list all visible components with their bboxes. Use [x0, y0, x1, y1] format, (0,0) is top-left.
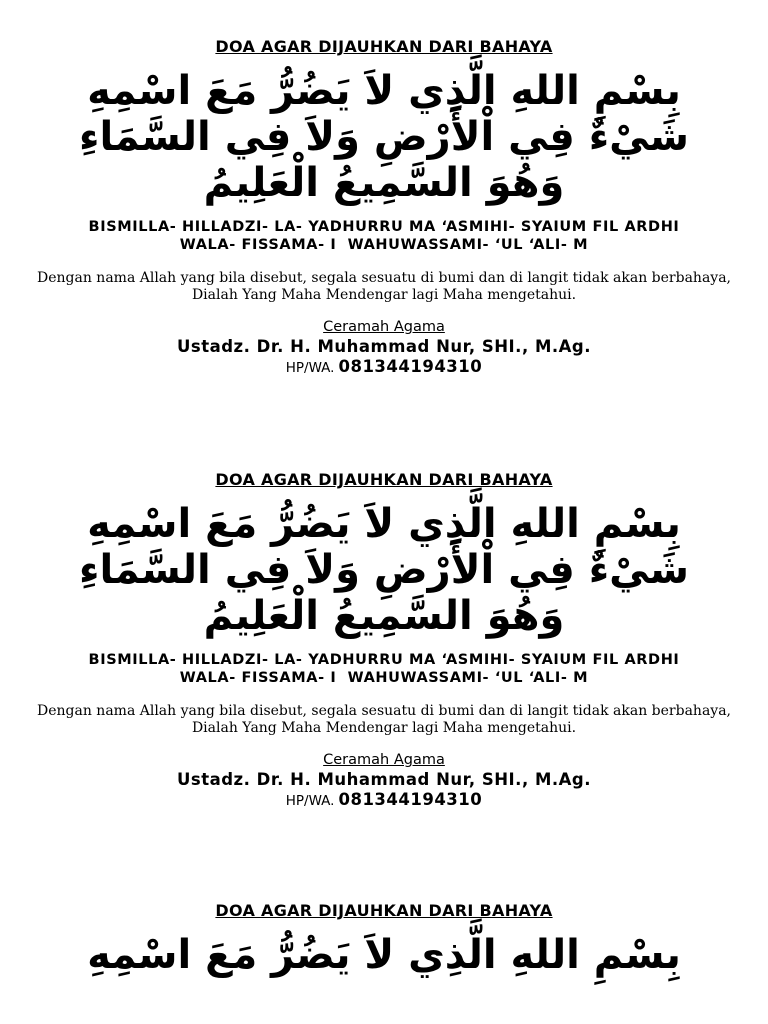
- speaker-name: Ustadz. Dr. H. Muhammad Nur, SHI., M.Ag.: [176, 770, 592, 789]
- meaning-line: Dialah Yang Maha Mendengar lagi Maha mengetahui.: [191, 720, 577, 736]
- arabic-prayer: [0, 501, 768, 639]
- arabic-line: بِسْمِ اللهِ الَّذِي لاَ يَضُرُّ مَعَ اسْمِهِ: [87, 68, 681, 114]
- prayer-title: DOA AGAR DIJAUHKAN DARI BAHAYA: [215, 470, 553, 489]
- section-label: Ceramah Agama: [323, 752, 445, 768]
- meaning-text: [0, 270, 768, 304]
- arabic-prayer: [0, 68, 768, 206]
- arabic-line: وَهُوَ السَّمِيعُ الْعَلِيمُ: [203, 593, 565, 639]
- contact-label: HP/WA.: [285, 360, 335, 376]
- transliteration: [0, 651, 768, 687]
- contact-number: 081344194310: [338, 357, 483, 376]
- transliteration-line: WALA- FISSAMA- I WAHUWASSAMI- ‘UL ‘ALI- M: [179, 237, 589, 253]
- transliteration-line: WALA- FISSAMA- I WAHUWASSAMI- ‘UL ‘ALI- M: [179, 670, 589, 686]
- prayer-title: DOA AGAR DIJAUHKAN DARI BAHAYA: [215, 901, 553, 920]
- transliteration-line: BISMILLA- HILLADZI- LA- YADHURRU MA ‘ASMIHI- SYAIUM FIL ARDHI: [88, 219, 680, 235]
- transliteration: [0, 218, 768, 254]
- prayer-card: [0, 36, 768, 378]
- contact-info: [0, 790, 768, 811]
- contact-number: 081344194310: [338, 790, 483, 809]
- prayer-title: DOA AGAR DIJAUHKAN DARI BAHAYA: [215, 37, 553, 56]
- meaning-line: Dengan nama Allah yang bila disebut, segala sesuatu di bumi dan di langit tidak akan berbahaya,: [37, 703, 731, 719]
- prayer-card: [0, 900, 768, 978]
- arabic-line: بِسْمِ اللهِ الَّذِي لاَ يَضُرُّ مَعَ اسْمِهِ: [87, 501, 681, 547]
- transliteration-line: BISMILLA- HILLADZI- LA- YADHURRU MA ‘ASMIHI- SYAIUM FIL ARDHI: [88, 652, 680, 668]
- meaning-line: Dengan nama Allah yang bila disebut, segala sesuatu di bumi dan di langit tidak akan berbahaya,: [37, 270, 731, 286]
- contact-label: HP/WA.: [285, 793, 335, 809]
- arabic-line: وَهُوَ السَّمِيعُ الْعَلِيمُ: [203, 160, 565, 206]
- speaker-name: Ustadz. Dr. H. Muhammad Nur, SHI., M.Ag.: [176, 337, 592, 356]
- meaning-text: [0, 703, 768, 737]
- meaning-line: Dialah Yang Maha Mendengar lagi Maha mengetahui.: [191, 287, 577, 303]
- arabic-line: بِسْمِ اللهِ الَّذِي لاَ يَضُرُّ مَعَ اسْمِهِ: [87, 932, 681, 978]
- contact-info: [0, 357, 768, 378]
- arabic-prayer: [0, 932, 768, 978]
- prayer-card: [0, 469, 768, 811]
- section-label: Ceramah Agama: [323, 319, 445, 335]
- arabic-line: شَيْءٌ فِي اْلأَرْضِ وَلاَ فِي السَّمَاءِ: [79, 547, 689, 593]
- arabic-line: شَيْءٌ فِي اْلأَرْضِ وَلاَ فِي السَّمَاءِ: [79, 114, 689, 160]
